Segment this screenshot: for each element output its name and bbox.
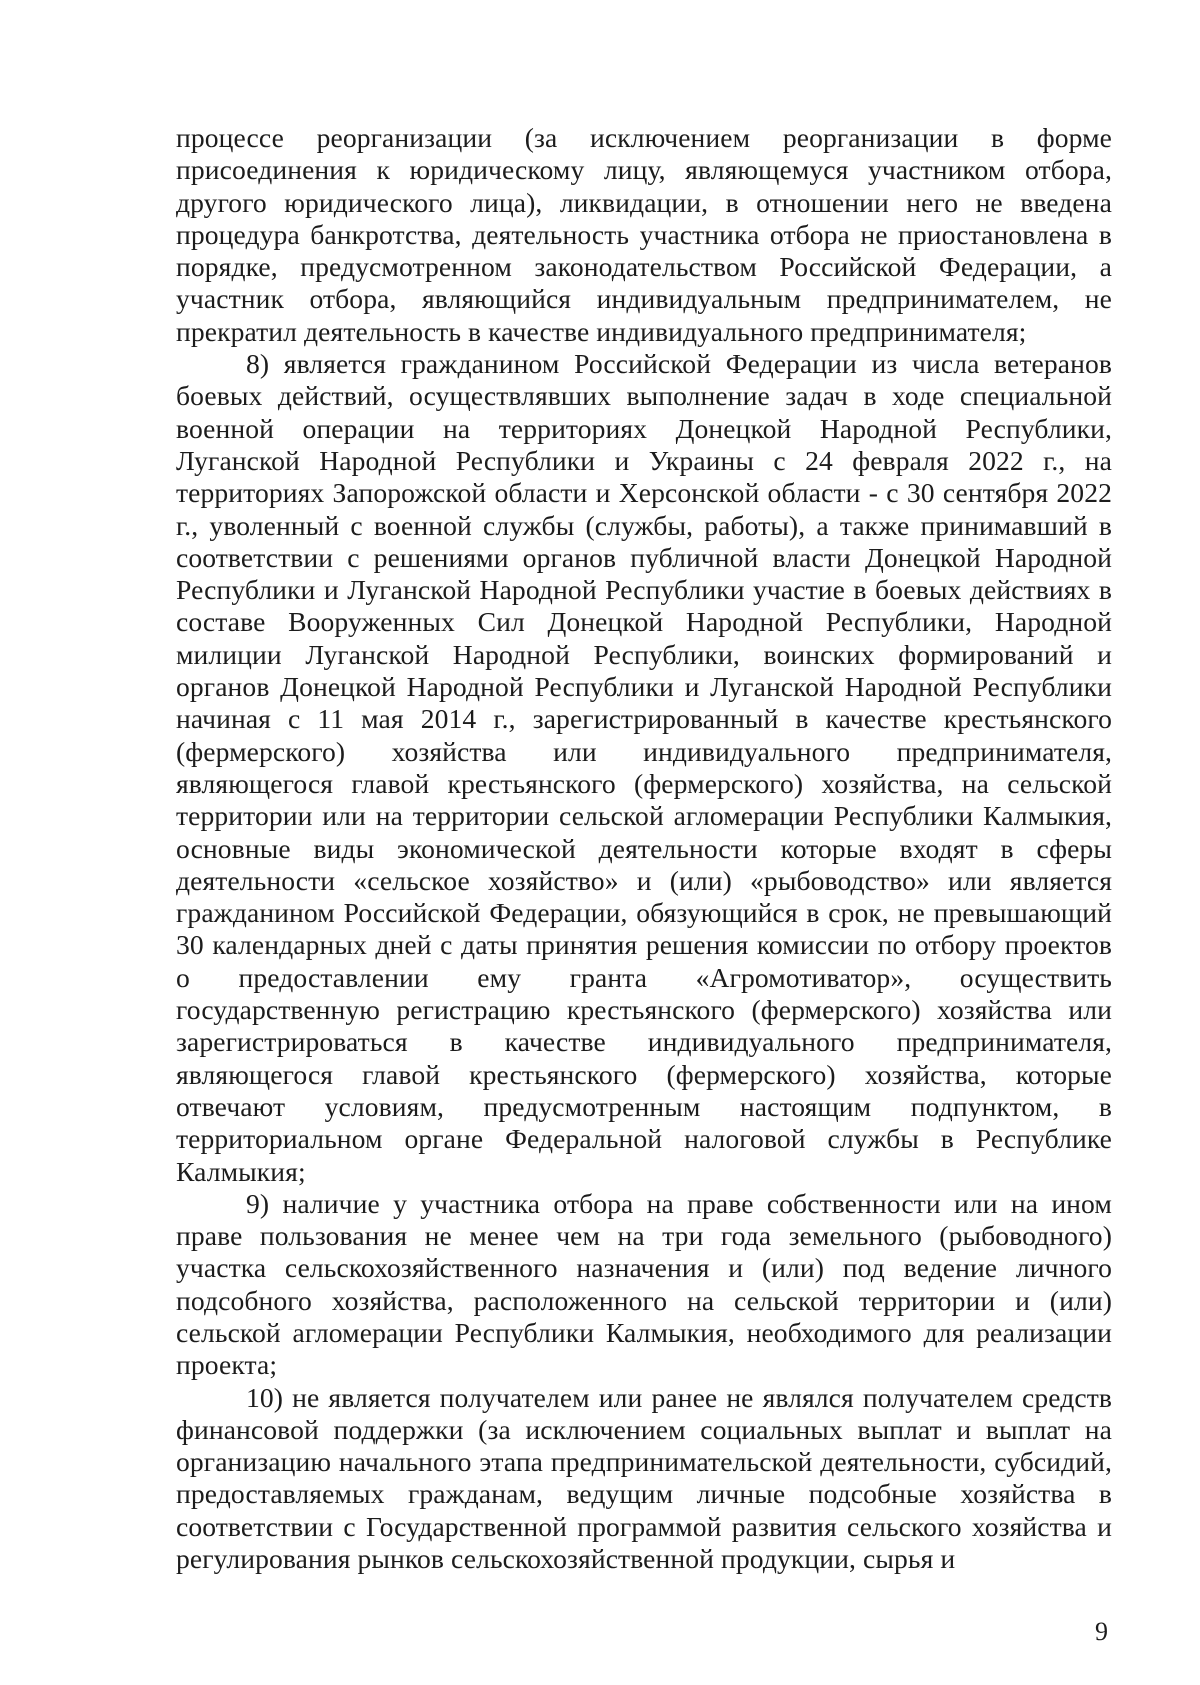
paragraph-item-10: 10) не является получателем или ранее не являлся получателем средств финансовой поддержки (за исключением социальных выплат и выплат на организацию начального этапа предпринимательской деятельности, субсидий, предоставляемых гражданам, ведущим личные подсобные хозяйства в соответствии с Государственной программой развития сельского хозяйства и регулирования рынков сельскохозяйственной продукции, сырья и — [176, 1381, 1112, 1575]
document-body — [176, 122, 1112, 1575]
page-number: 9 — [1095, 1617, 1108, 1646]
paragraph-item-9: 9) наличие у участника отбора на праве собственности или на ином праве пользования не менее чем на три года земельного (рыбоводного) участка сельскохозяйственного назначения и (или) под ведение личного подсобного хозяйства, расположенного на сельской территории и (или) сельской агломерации Республики Калмыкия, необходимого для реализации проекта; — [176, 1187, 1112, 1381]
paragraph-item-8: 8) является гражданином Российской Федерации из числа ветеранов боевых действий, осуществлявших выполнение задач в ходе специальной военной операции на территориях Донецкой Народной Республики, Луганской Народной Республики и Украины с 24 февраля 2022 г., на территориях Запорожской области и Херсонской области - с 30 сентября 2022 г., уволенный с военной службы (службы, работы), а также принимавший в соответствии с решениями органов публичной власти Донецкой Народной Республики и Луганской Народной Республики участие в боевых действиях в составе Вооруженных Сил Донецкой Народной Республики, Народной милиции Луганской Народной Республики, воинских формирований и органов Донецкой Народной Республики и Луганской Народной Республики начиная с 11 мая 2014 г., зарегистрированный в качестве крестьянского (фермерского) хозяйства или индивидуального предпринимателя, являющегося главой крестьянского (фермерского) хозяйства, на сельской территории или на территории сельской агломерации Республики Калмыкия, основные виды экономической деятельности которые входят в сферы деятельности «сельское хозяйство» и (или) «рыбоводство» или является гражданином Российской Федерации, обязующийся в срок, не превышающий 30 календарных дней с даты принятия решения комиссии по отбору проектов о предоставлении ему гранта «Агромотиватор», осуществить государственную регистрацию крестьянского (фермерского) хозяйства или зарегистрироваться в качестве индивидуального предпринимателя, являющегося главой крестьянского (фермерского) хозяйства, которые отвечают условиям, предусмотренным настоящим подпунктом, в территориальном органе Федеральной налоговой службы в Республике Калмыкия; — [176, 348, 1112, 1187]
paragraph-continuation: процессе реорганизации (за исключением реорганизации в форме присоединения к юридическому лицу, являющемуся участником отбора, другого юридического лица), ликвидации, в отношении него не введена процедура банкротства, деятельность участника отбора не приостановлена в порядке, предусмотренном законодательством Российской Федерации, а участник отбора, являющийся индивидуальным предпринимателем, не прекратил деятельность в качестве индивидуального предпринимателя; — [176, 122, 1112, 347]
